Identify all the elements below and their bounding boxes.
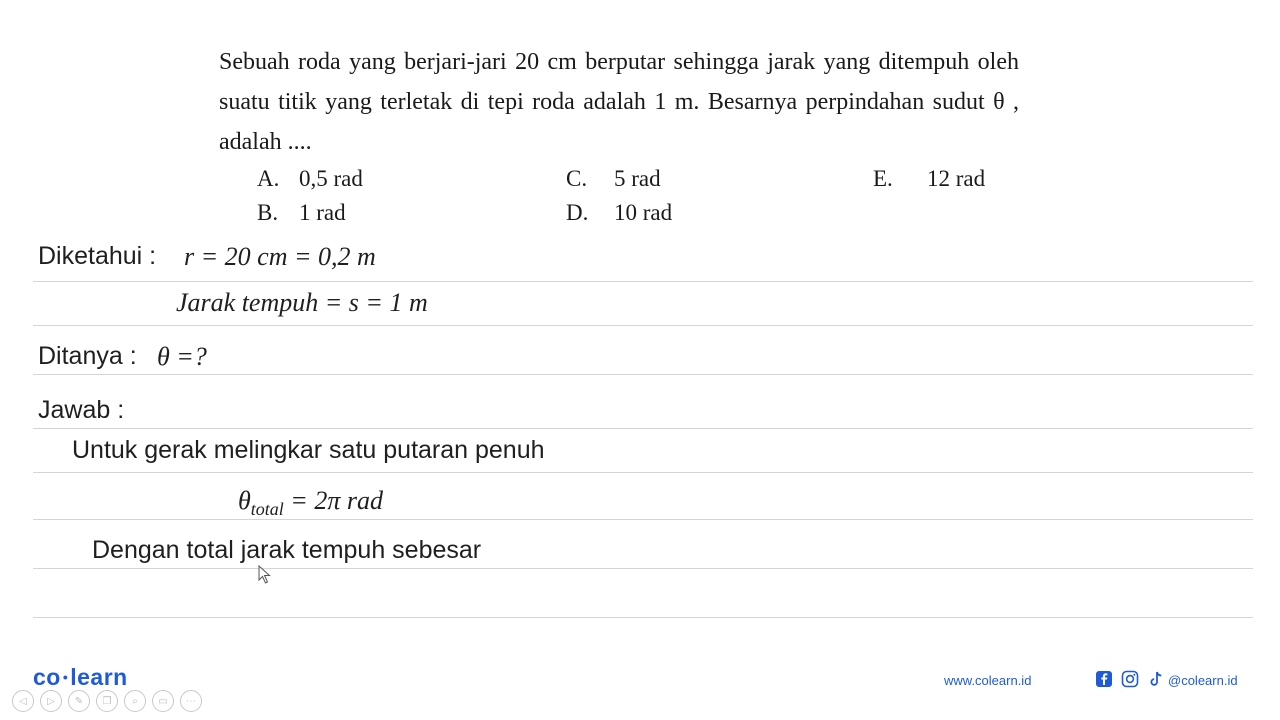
radius-equation: r = 20 cm = 0,2 m <box>184 242 376 271</box>
social-handle[interactable]: @colearn.id <box>1168 673 1238 688</box>
option-d <box>566 200 672 226</box>
solution-line-1: Untuk gerak melingkar satu putaran penuh <box>72 436 545 464</box>
theta-rhs: = 2π rad <box>283 486 383 515</box>
question-text: Sebuah roda yang berjari-jari 20 cm berputar sehingga jarak yang ditempuh oleh suatu titik yang terletak di tepi roda adalah 1 m. Besarnya perpindahan sudut θ , adalah .... <box>219 49 1019 155</box>
option-letter: D. <box>566 200 589 225</box>
screen-icon[interactable]: ▭ <box>152 690 174 712</box>
option-letter: B. <box>257 200 279 225</box>
pen-icon[interactable]: ✎ <box>68 690 90 712</box>
diketahui-label: Diketahui : <box>38 242 157 270</box>
distance-equation: Jarak tempuh = s = 1 m <box>176 288 428 317</box>
rule-line <box>33 472 1253 473</box>
mouse-cursor-icon <box>258 565 274 585</box>
theta-symbol: θ <box>238 486 251 515</box>
option-a <box>257 166 363 192</box>
facebook-icon[interactable] <box>1095 670 1113 688</box>
tiktok-icon[interactable] <box>1147 670 1165 688</box>
option-b <box>257 200 346 226</box>
website-link[interactable]: www.colearn.id <box>944 673 1032 688</box>
rule-line <box>33 281 1253 282</box>
option-letter: A. <box>257 166 280 191</box>
brand-dot: • <box>62 669 69 685</box>
option-letter: C. <box>566 166 588 191</box>
instagram-icon[interactable] <box>1121 670 1139 688</box>
rule-line <box>33 519 1253 520</box>
option-letter: E. <box>873 166 893 191</box>
theta-total-equation <box>238 486 383 520</box>
brand-right: learn <box>70 664 128 690</box>
ditanya-label: Ditanya : <box>38 342 137 370</box>
rule-line <box>33 568 1253 569</box>
option-value: 5 rad <box>614 166 661 191</box>
jawab-label: Jawab : <box>38 396 125 424</box>
rule-line <box>33 374 1253 375</box>
player-controls <box>12 690 202 714</box>
option-c <box>566 166 661 192</box>
theta-subscript: total <box>250 499 284 519</box>
solution-line-2: Dengan total jarak tempuh sebesar <box>92 536 482 564</box>
rule-line <box>33 325 1253 326</box>
colearn-logo <box>33 664 128 691</box>
option-value: 0,5 rad <box>299 166 363 191</box>
theta-question: θ =? <box>157 342 207 371</box>
next-icon[interactable]: ▷ <box>40 690 62 712</box>
rule-line <box>33 428 1253 429</box>
option-value: 1 rad <box>299 200 346 225</box>
option-value: 10 rad <box>614 200 673 225</box>
prev-icon[interactable]: ◁ <box>12 690 34 712</box>
zoom-icon[interactable]: ⌕ <box>124 690 146 712</box>
brand-left: co <box>33 664 61 690</box>
more-icon[interactable]: ⋯ <box>180 690 202 712</box>
copy-icon[interactable]: ❐ <box>96 690 118 712</box>
option-e <box>873 166 985 192</box>
rule-line <box>33 617 1253 618</box>
option-value: 12 rad <box>927 166 986 191</box>
